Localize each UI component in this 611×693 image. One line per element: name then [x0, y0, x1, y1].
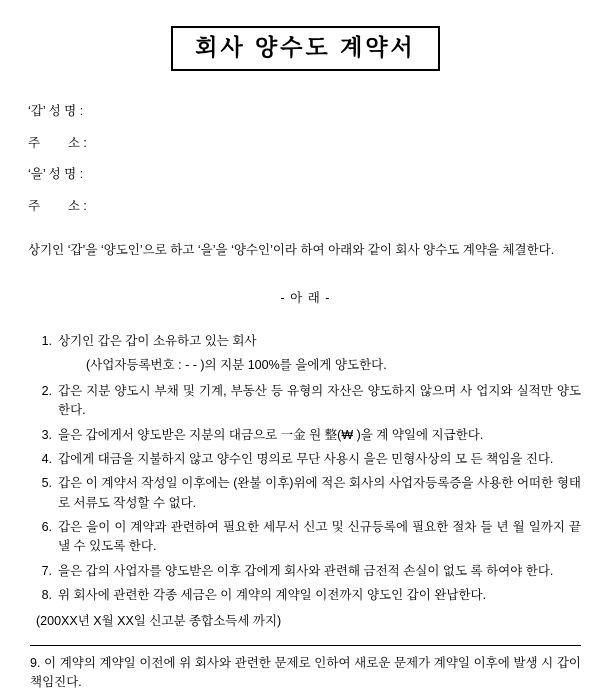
clause-number: 1.: [41, 334, 52, 349]
clause-item: [30, 382, 581, 421]
clause-text: 갑은 을이 이 계약과 관련하여 필요한 세무서 신고 및 신규등록에 필요한 절차 들 년 월 일까지 끝낼 수 있도록 한다.: [58, 520, 581, 554]
clause-number: 4.: [41, 451, 52, 466]
clause-note: (200XX년 X월 XX일 신고분 종합소득세 까지): [36, 613, 282, 628]
clause-subtext: (사업자등록번호 : - - )의 지분 100%를 을에게 양도한다.: [86, 358, 387, 373]
clause-text: 위 회사에 관련한 각종 세금은 이 계약의 계약일 이전까지 양도인 갑이 완납한다.: [58, 588, 487, 603]
section-divider: [30, 645, 581, 646]
clause-number: 8.: [41, 588, 52, 603]
title-container: [24, 26, 587, 71]
clause-item: [30, 426, 581, 445]
clause-list: [30, 332, 581, 631]
clause-item: [30, 518, 581, 557]
clause-number: 2.: [41, 383, 52, 398]
clause-number: 7.: [41, 563, 52, 578]
clause-text: 을은 갑에게서 양도받은 지분의 대금으로 一金 원 整(₩ )을 계 약일에 지급한다.: [58, 427, 484, 442]
clause-item: [30, 332, 581, 351]
clause-item: [30, 562, 581, 581]
party-field-gap-address: 주 소 :: [28, 135, 87, 150]
clause-number: 3.: [41, 427, 52, 442]
party-fields: [28, 105, 587, 212]
clause-item: [30, 474, 581, 513]
clause-number: 5.: [41, 476, 52, 491]
clause-item: [30, 450, 581, 469]
clause-text: 갑은 지분 양도시 부채 및 기계, 부동산 등 유형의 자산은 양도하지 않으며 사 업지와 실적만 양도한다.: [58, 383, 581, 418]
clause-text: 을은 갑의 사업자를 양도받은 이후 갑에게 회사와 관련해 금전적 손실이 없도 록 하여야 한다.: [58, 563, 554, 578]
clause-number: 6.: [41, 520, 52, 535]
clause-item: [30, 586, 581, 605]
clause-text: 갑은 이 계약서 작성일 이후에는 (완불 이후)위에 적은 회사의 사업자등록증을 사용한 어떠한 형태로 서류도 작성할 수 없다.: [58, 476, 581, 510]
clause-text: 상기인 갑은 갑이 소유하고 있는 회사: [58, 334, 257, 349]
party-field-eul-address: 주 소 :: [28, 198, 87, 213]
intro-paragraph: 상기인 ‘갑’을 ‘양도인’으로 하고 ‘을’을 ‘양수인’이라 하여 아래와 같이 회사 양수도 계약을 체결한다.: [28, 243, 555, 258]
below-heading: - 아 래 -: [280, 291, 331, 306]
document-title: 회사 양수도 계약서: [171, 26, 440, 71]
party-field-eul-name: ‘을’ 성 명 :: [28, 167, 84, 182]
clause-text: 갑에게 대금을 지불하지 않고 양수인 명의로 무단 사용시 을은 민형사상의 모 든 책임을 진다.: [58, 451, 554, 466]
footer-paragraph: 9. 이 계약의 계약일 이전에 위 회사와 관련한 문제로 인하여 새로운 문제가 계약일 이후에 발생 시 갑이 책임진다.: [30, 655, 581, 690]
document-page: [0, 26, 611, 690]
party-field-gap-name: ‘갑’ 성 명 :: [28, 104, 84, 119]
